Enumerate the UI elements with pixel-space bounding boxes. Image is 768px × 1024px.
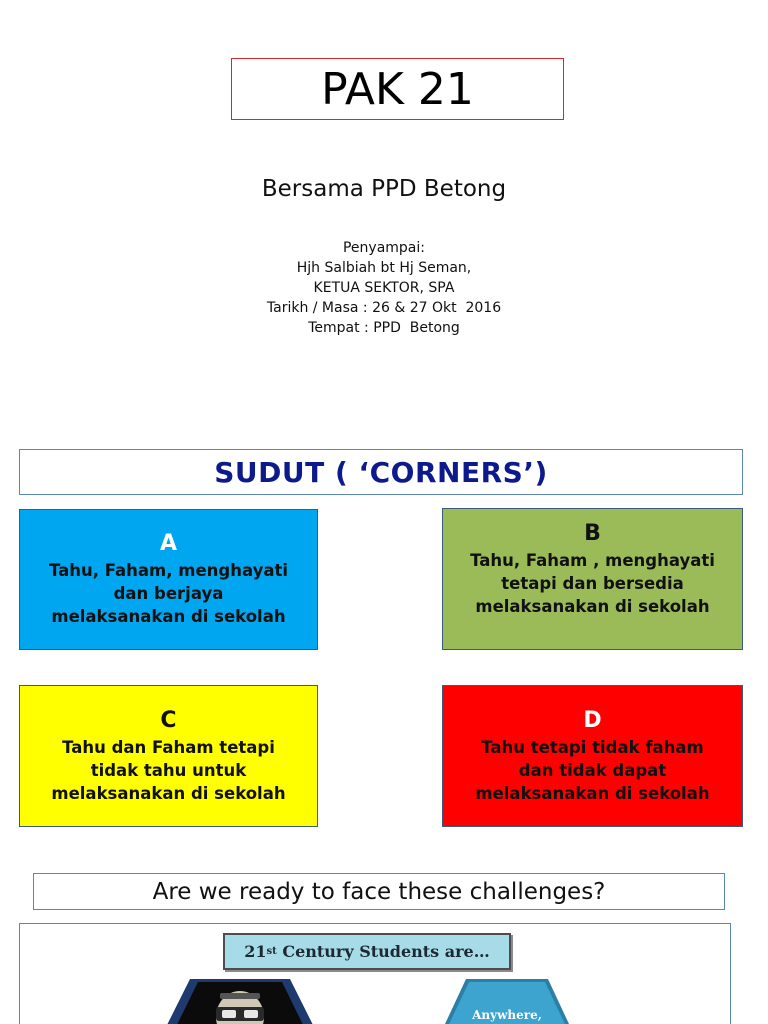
presenter-line: KETUA SEKTOR, SPA [313,280,455,296]
challenge-question: Are we ready to face these challenges? [33,873,725,910]
corner-letter: B [584,521,601,546]
students-slide [19,923,731,1024]
corner-desc-line: Tahu, Faham , menghayati [470,551,715,570]
corner-letter: D [583,707,602,733]
corner-b-box [442,508,743,650]
presenter-line: Penyampai: [342,240,425,256]
banner-text: Century Students are… [276,942,490,961]
corner-desc-line: Tahu tetapi tidak faham [481,737,704,757]
corner-desc-line: tidak tahu untuk [90,760,247,780]
corner-desc-line: melaksanakan di sekolah [475,597,710,616]
corner-letter: A [159,531,178,556]
corner-desc-line: tetapi dan bersedia [501,574,684,593]
corner-c-box [19,685,318,827]
slide-title: PAK 21 [231,58,564,120]
slide-subtitle: Bersama PPD Betong [261,176,507,202]
corners-header: SUDUT ( ‘CORNERS’) [19,449,743,495]
banner-number: 21 [244,942,267,961]
banner-ordinal: st [266,946,277,957]
presenter-line: Tarikh / Masa : 26 & 27 Okt 2016 [266,300,502,316]
corner-description [475,736,709,805]
corner-desc-line: Tahu dan Faham tetapi [62,737,275,757]
corner-a-box [19,509,318,650]
corner-desc-line: melaksanakan di sekolah [51,783,286,803]
corner-desc-line: melaksanakan di sekolah [51,607,286,626]
presenter-line: Tempat : PPD Betong [308,320,460,336]
corner-desc-line: dan berjaya [113,584,224,603]
student-photo-hexagon [160,979,320,1024]
presenter-line: Hjh Salbiah bt Hj Seman, [296,260,472,276]
corner-description [51,736,285,805]
students-banner [223,933,511,970]
corner-desc-line: Tahu, Faham, menghayati [48,561,289,580]
presenter-info [0,238,768,338]
corner-letter: C [160,707,177,733]
anywhere-label: Anywhere, [472,1008,542,1022]
corner-d-box [442,685,743,827]
corner-desc-line: dan tidak dapat [518,760,667,780]
corner-description [470,549,715,618]
corner-description [49,559,288,628]
corner-desc-line: melaksanakan di sekolah [475,783,710,803]
